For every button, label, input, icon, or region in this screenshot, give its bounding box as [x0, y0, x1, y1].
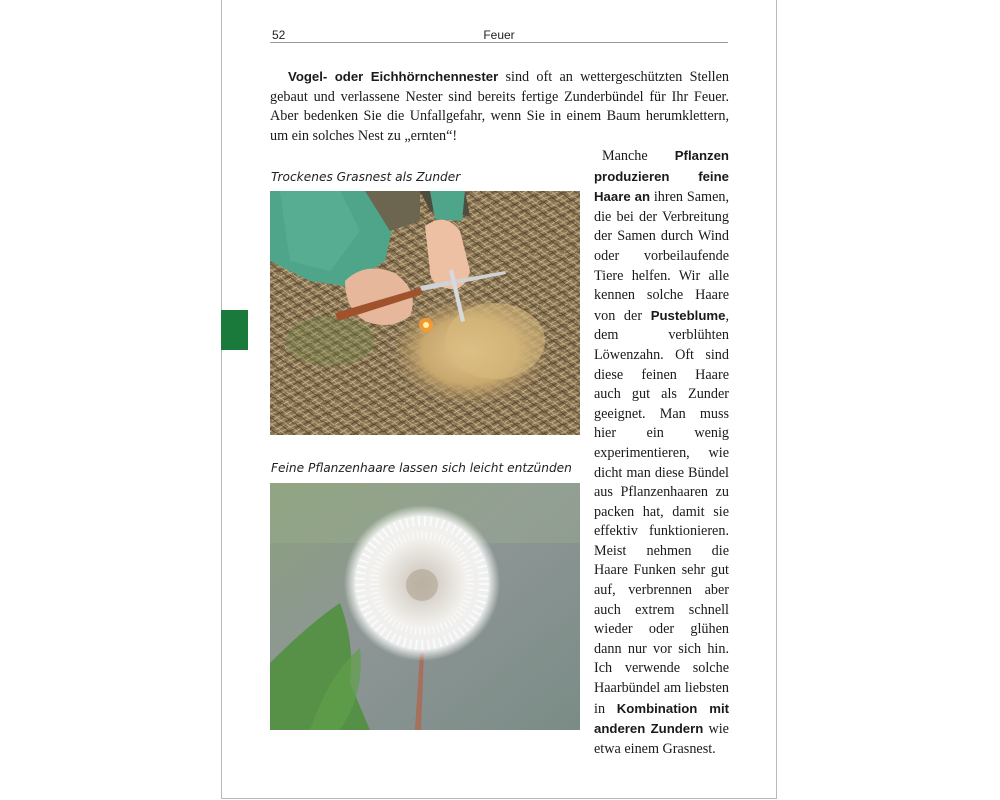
figure-caption-grass-nest: Trockenes Grasnest als Zunder — [271, 170, 461, 184]
column-text-2: ihren Samen, die bei der Verbreitung der Samen durch Wind oder vorbeilaufende Tiere helfen. Wir alle kennen solche Haare von der — [594, 189, 730, 324]
column-bold-1: Pflanzen produzieren feine Haare an — [594, 148, 729, 205]
intro-paragraph — [270, 67, 729, 146]
side-column-text — [594, 146, 729, 759]
header-rule — [270, 42, 728, 43]
chapter-title: Feuer — [483, 28, 515, 42]
chapter-tab-marker — [221, 310, 248, 350]
page-number: 52 — [272, 28, 286, 42]
intro-text: sind oft an wettergeschützten Stellen gebaut und verlassene Nester sind bereits fertige Zunderbündel für Ihr Feuer. Aber bedenken Sie die Unfallgefahr, wenn Sie in einem Baum herumklettern, um ein solches Nest zu „ernten“! — [270, 69, 730, 144]
photo-grass-nest-tinder — [270, 191, 580, 435]
figure-caption-dandelion: Feine Pflanzenhaare lassen sich leicht entzünden — [271, 461, 572, 475]
running-header — [270, 27, 728, 43]
column-text-1: Manche — [602, 148, 675, 164]
column-bold-kombination: Kombination mit anderen Zundern — [594, 700, 729, 737]
intro-bold-term: Vogel- oder Eichhörnchennester — [288, 69, 499, 84]
column-text-4: wie etwa einem Grasnest. — [594, 721, 729, 757]
photo-dandelion-seedhead — [270, 483, 580, 730]
column-text-3: , dem verblühten Löwenzahn. Oft sind diese feinen Haare auch gut als Zunder geeignet. Man muss hier ein wenig experimentieren, wie dicht man diese Bündel aus Pflanzenhaaren zu packen hat, damit sie effektiv funktionieren. Meist nehmen die Haare Funken sehr gut auf, verbrennen aber auch extrem schnell wieder oder glühen dann nur vor sich hin. Ich verwende solche Haarbündel am liebsten in — [594, 307, 729, 717]
column-bold-pusteblume: Pusteblume — [650, 307, 726, 323]
